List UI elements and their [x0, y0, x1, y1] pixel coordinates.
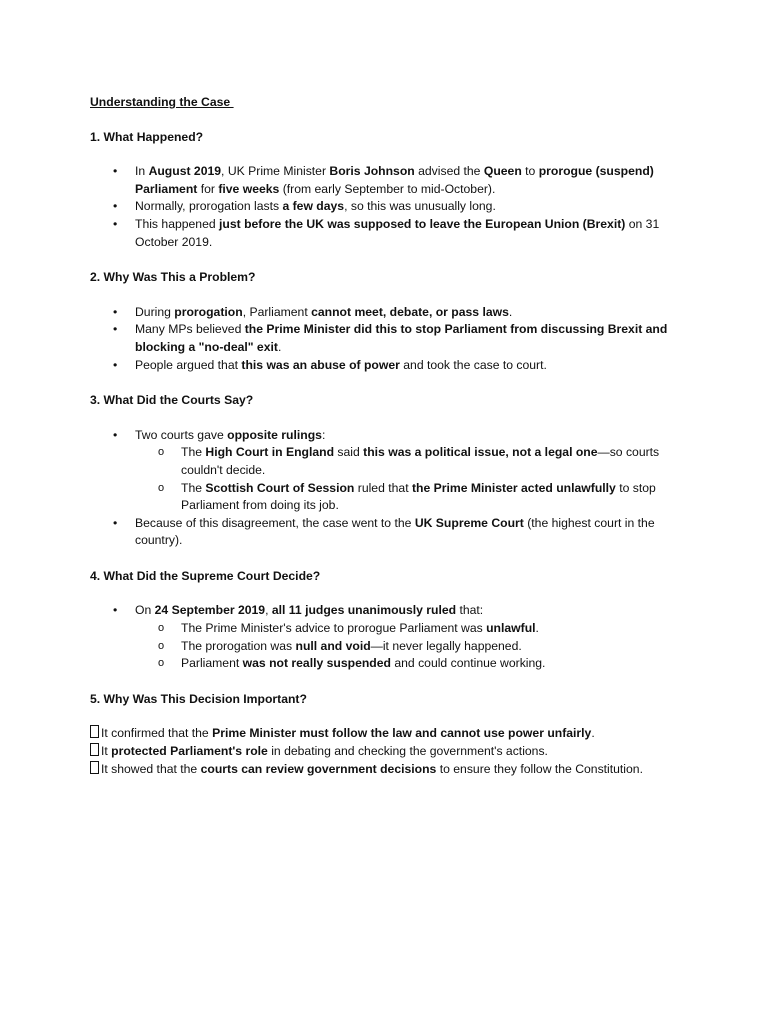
- bold-text: protected Parliament's role: [111, 744, 268, 759]
- bold-text: null and void: [295, 638, 371, 653]
- sub-bullet-list: [135, 444, 690, 514]
- text-run: —it never legally happened.: [370, 638, 522, 653]
- text-run: , UK Prime Minister: [221, 164, 330, 179]
- text-run: The: [181, 480, 206, 495]
- text-run: ruled that: [354, 480, 412, 495]
- bold-text: five weeks: [218, 181, 280, 196]
- text-run: —so courts couldn't decide.: [181, 445, 660, 477]
- text-run: Parliament: [181, 656, 243, 671]
- bold-text: Boris Johnson: [329, 164, 415, 179]
- text-run: .: [591, 726, 595, 741]
- text-run: to: [521, 164, 539, 179]
- text-run: It confirmed that the: [101, 726, 213, 741]
- list-item: [90, 602, 690, 620]
- text-run: Because of this disagreement, the case went to the: [135, 515, 415, 530]
- list-item: [90, 357, 690, 375]
- text-run: It: [101, 744, 112, 759]
- bold-text: was not really suspended: [242, 656, 391, 671]
- bold-text: prorogation: [174, 304, 243, 319]
- bold-text: the Prime Minister acted unlawfully: [411, 480, 616, 495]
- bold-text: Queen: [483, 164, 522, 179]
- text-run: :: [321, 427, 326, 442]
- text-run: said: [334, 445, 364, 460]
- missing-glyph-icon: [90, 743, 99, 756]
- bold-text: this was an abuse of power: [241, 357, 400, 372]
- bold-text: courts can review government decisions: [200, 761, 437, 776]
- text-run: ,: [265, 603, 272, 618]
- text-run: , Parliament: [242, 304, 312, 319]
- bold-text: the Prime Minister did this to stop Parliament from discussing Brexit and blocking a "no-deal" exit: [135, 322, 668, 354]
- missing-glyph-icon: [90, 761, 99, 774]
- sub-list-item: [135, 638, 690, 656]
- list-item: [90, 163, 690, 198]
- bold-text: August 2019: [148, 164, 222, 179]
- section-heading: 3. What Did the Courts Say?: [90, 393, 254, 408]
- text-run: The Prime Minister's advice to prorogue Parliament was: [181, 621, 487, 636]
- list-item: [90, 216, 690, 251]
- text-run: and took the case to court.: [399, 357, 547, 372]
- text-run: , so this was unusually long.: [344, 199, 496, 214]
- bold-text: all 11 judges unanimously ruled: [271, 603, 457, 618]
- text-run: It showed that the: [101, 761, 201, 776]
- section-heading: 1. What Happened?: [90, 129, 204, 144]
- text-run: This happened: [135, 216, 220, 231]
- bold-text: unlawful: [486, 621, 536, 636]
- bold-text: this was a political issue, not a legal one: [363, 445, 598, 460]
- sub-list-item: [135, 655, 690, 673]
- text-run: and could continue working.: [390, 656, 546, 671]
- document-page: [90, 94, 690, 778]
- document-body: [90, 129, 690, 779]
- sub-list-item: [135, 620, 690, 638]
- bold-text: Scottish Court of Session: [205, 480, 355, 495]
- importance-line: [90, 725, 690, 743]
- sub-list-item: [135, 444, 690, 479]
- missing-glyph-icon: [90, 725, 99, 738]
- bullet-list: [90, 602, 690, 672]
- text-run: Normally, prorogation lasts: [135, 199, 283, 214]
- section-heading: 5. Why Was This Decision Important?: [90, 691, 307, 706]
- text-run: for: [197, 181, 219, 196]
- document-title: Understanding the Case: [90, 95, 234, 109]
- importance-lines: [90, 725, 690, 778]
- text-run: to ensure they follow the Constitution.: [436, 761, 643, 776]
- bold-text: cannot meet, debate, or pass laws: [311, 304, 509, 319]
- text-run: In: [135, 164, 149, 179]
- text-run: on 31 October 2019.: [135, 216, 660, 249]
- bullet-list: [90, 427, 690, 550]
- bold-text: opposite rulings: [227, 427, 322, 442]
- text-run: On: [135, 603, 155, 618]
- list-item: [90, 321, 690, 356]
- bullet-list: [90, 304, 690, 374]
- list-item: [90, 304, 690, 322]
- text-run: that:: [456, 603, 484, 618]
- bold-text: prorogue (suspend) Parliament: [135, 164, 654, 196]
- text-run: advised the: [414, 164, 484, 179]
- importance-line: [90, 761, 690, 779]
- text-run: .: [535, 621, 539, 636]
- sub-bullet-list: [135, 620, 690, 673]
- text-run: to stop Parliament from doing its job.: [181, 480, 656, 513]
- text-run: (the highest court in the country).: [135, 515, 655, 548]
- bold-text: a few days: [282, 199, 345, 214]
- text-run: The prorogation was: [181, 638, 296, 653]
- text-run: .: [277, 339, 282, 354]
- nested-list-container: [90, 620, 690, 673]
- text-run: People argued that: [135, 357, 242, 372]
- nested-list-container: [90, 444, 690, 514]
- list-item: [90, 427, 690, 445]
- importance-line: [90, 743, 690, 761]
- text-run: Two courts gave: [135, 427, 228, 442]
- text-run: .: [508, 304, 513, 319]
- list-item: [90, 515, 690, 550]
- bullet-list: [90, 163, 690, 251]
- text-run: Many MPs believed: [135, 322, 245, 337]
- bold-text: Prime Minister must follow the law and cannot use power unfairly: [212, 726, 592, 741]
- section-heading: 4. What Did the Supreme Court Decide?: [90, 568, 321, 583]
- text-run: During: [135, 304, 175, 319]
- list-item: [90, 198, 690, 216]
- section-heading: 2. Why Was This a Problem?: [90, 270, 256, 285]
- bold-text: just before the UK was supposed to leave the European Union (Brexit): [219, 216, 626, 231]
- bold-text: UK Supreme Court: [414, 515, 524, 530]
- bold-text: High Court in England: [205, 445, 335, 460]
- text-run: The: [181, 445, 206, 460]
- text-run: (from early September to mid-October).: [279, 181, 496, 196]
- sub-list-item: [135, 480, 690, 515]
- bold-text: 24 September 2019: [154, 603, 266, 618]
- text-run: in debating and checking the government's actions.: [267, 744, 548, 759]
